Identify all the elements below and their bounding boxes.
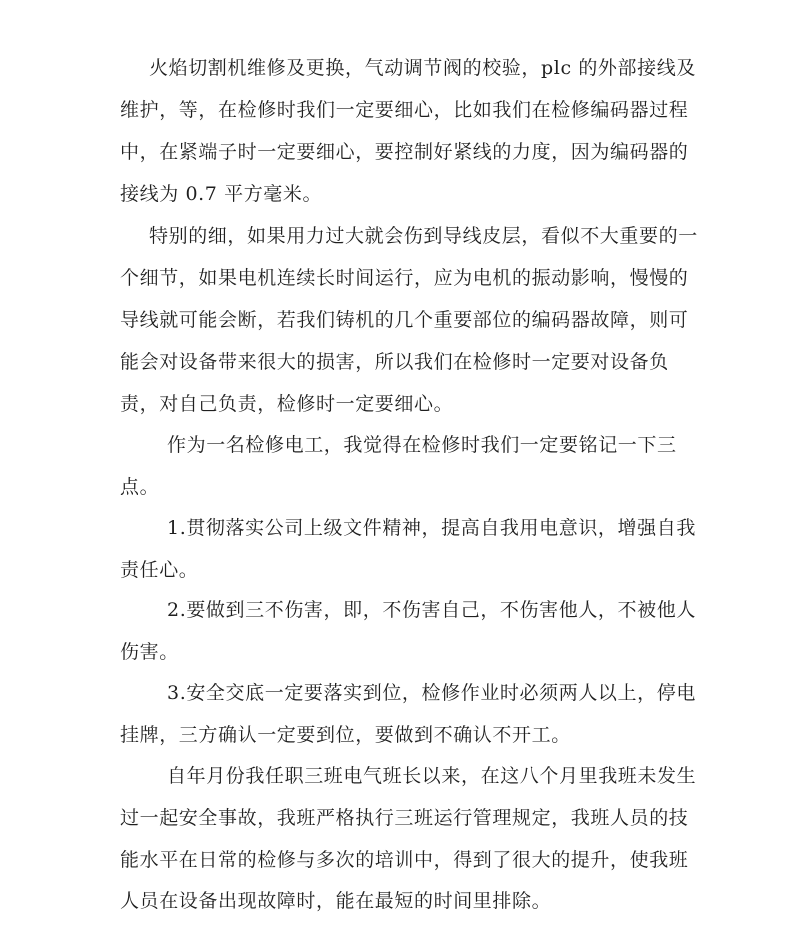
text-line: 责，对自己负责，检修时一定要细心。 xyxy=(120,393,454,415)
text-line: 个细节，如果电机连续长时间运行，应为电机的振动影响，慢慢的 xyxy=(120,267,689,289)
text-line: 挂牌，三方确认一定要到位，要做到不确认不开工。 xyxy=(120,724,571,746)
text-line: 作为一名检修电工，我觉得在检修时我们一定要铭记一下三 xyxy=(167,434,677,456)
text-line: 中，在紧端子时一定要细心，要控制好紧线的力度，因为编码器的 xyxy=(120,141,689,163)
text-line: 人员在设备出现故障时，能在最短的时间里排除。 xyxy=(120,890,552,912)
text-line: 责任心。 xyxy=(120,559,199,581)
text-line: 能水平在日常的检修与多次的培训中，得到了很大的提升，使我班 xyxy=(120,849,689,871)
text-line: 火焰切割机维修及更换，气动调节阀的校验，plc 的外部接线及 xyxy=(149,57,696,79)
text-line: 3.安全交底一定要落实到位，检修作业时必须两人以上，停电 xyxy=(167,682,696,704)
text-line: 点。 xyxy=(120,476,160,498)
text-line: 自年月份我任职三班电气班长以来，在这八个月里我班未发生 xyxy=(167,765,697,787)
text-line: 过一起安全事故，我班严格执行三班运行管理规定，我班人员的技 xyxy=(120,807,689,829)
text-line: 特别的细，如果用力过大就会伤到导线皮层，看似不大重要的一 xyxy=(149,225,698,247)
text-line: 1.贯彻落实公司上级文件精神，提高自我用电意识，增强自我 xyxy=(167,517,696,539)
text-line: 2.要做到三不伤害，即，不伤害自己，不伤害他人，不被他人 xyxy=(167,599,696,621)
text-line: 导线就可能会断，若我们铸机的几个重要部位的编码器故障，则可 xyxy=(120,309,689,331)
text-line: 能会对设备带来很大的损害，所以我们在检修时一定要对设备负 xyxy=(120,351,669,373)
text-line: 维护，等，在检修时我们一定要细心，比如我们在检修编码器过程 xyxy=(120,99,689,121)
text-line: 伤害。 xyxy=(120,641,179,663)
text-line: 接线为 0.7 平方毫米。 xyxy=(120,183,323,205)
